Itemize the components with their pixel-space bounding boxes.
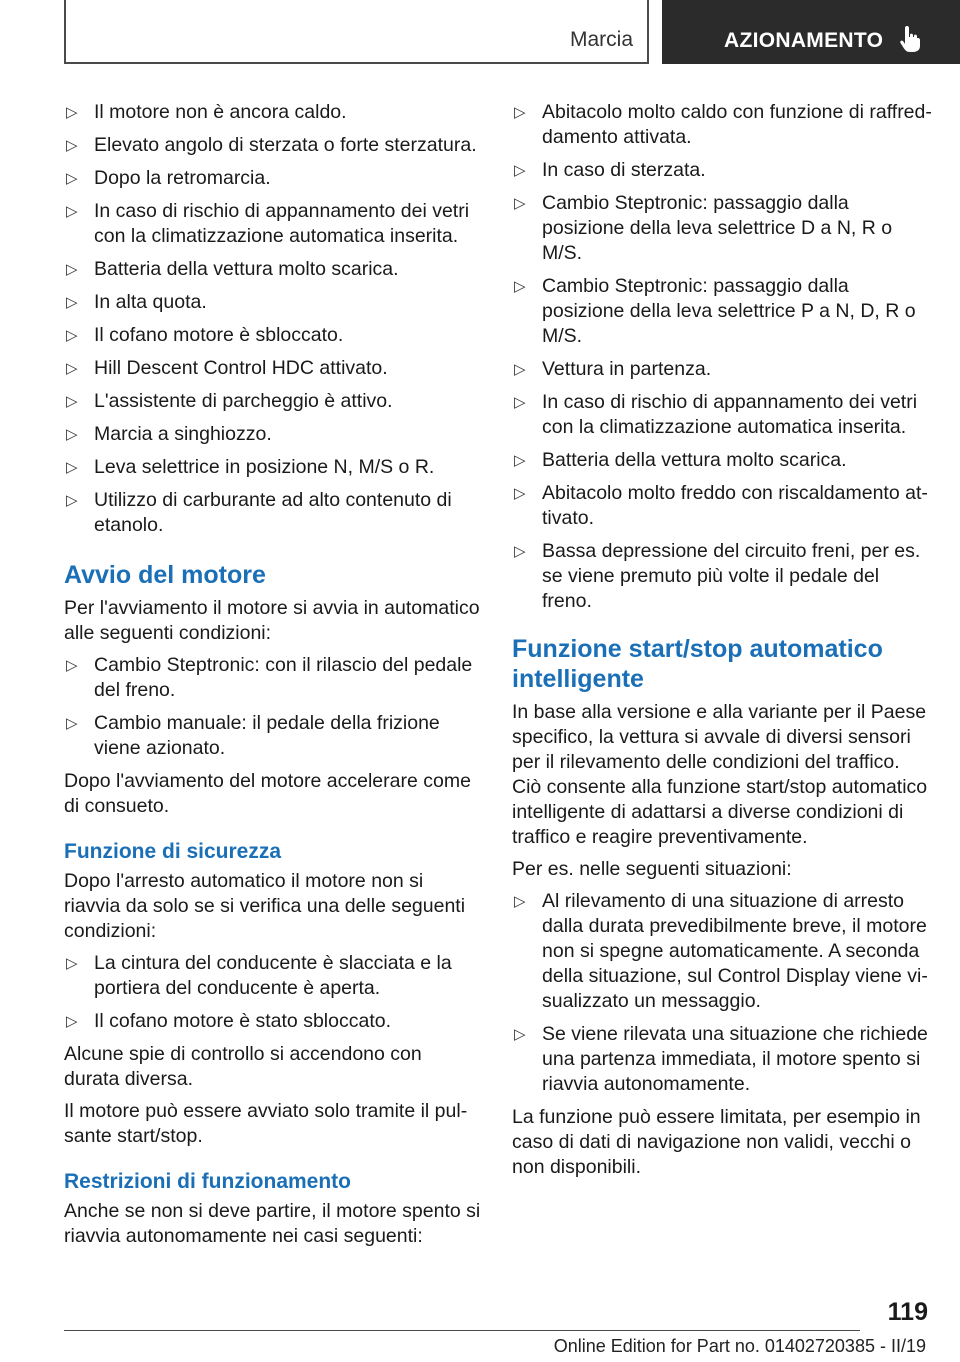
list-item: ▷ Cambio Steptronic: passaggio dalla posizione della leva selettrice P a N, D, R o M/S. bbox=[514, 275, 916, 347]
list-item: ▷ Se viene rilevata una situazione che richiede una partenza immediata, il motore spento si riavvia autonomamente. bbox=[514, 1023, 928, 1095]
list-item: ▷ Il motore non è ancora caldo. bbox=[66, 101, 347, 123]
list-item: ▷ Marcia a singhiozzo. bbox=[66, 423, 272, 445]
bullet-icon: ▷ bbox=[66, 203, 78, 220]
page-number: 119 bbox=[887, 1298, 928, 1326]
list-item: ▷ Batteria della vettura molto scarica. bbox=[66, 258, 399, 280]
sicurezza-after-1: Alcune spie di controllo si accendono con durata diversa. bbox=[64, 1043, 422, 1090]
bullet-icon: ▷ bbox=[514, 1026, 526, 1043]
bullet-icon: ▷ bbox=[514, 893, 526, 910]
heading-start-stop-intelligente: Funzione start/stop automatico intelligente bbox=[512, 635, 883, 693]
intelligente-para-3: La funzione può essere limitata, per esempio in caso di dati di navigazione non validi, vecchi o non disponibili. bbox=[512, 1106, 921, 1178]
list-item: ▷ In alta quota. bbox=[66, 291, 207, 313]
right-column bbox=[512, 100, 932, 1187]
bullet-icon: ▷ bbox=[66, 459, 78, 476]
bullet-icon: ▷ bbox=[66, 492, 78, 509]
list-item: ▷ Bassa depressione del circuito freni, per es. se viene premuto più volte il pedale del freno. bbox=[514, 540, 921, 612]
intelligente-list bbox=[512, 889, 932, 1097]
bullet-icon: ▷ bbox=[514, 543, 526, 560]
header-section-box bbox=[64, 0, 649, 64]
bullet-icon: ▷ bbox=[514, 452, 526, 469]
bullet-icon: ▷ bbox=[66, 104, 78, 121]
bullet-icon: ▷ bbox=[66, 393, 78, 410]
list-item: ▷ Abitacolo molto caldo con funzione di raffreddamento attivata. bbox=[514, 101, 932, 148]
bullet-icon: ▷ bbox=[66, 715, 78, 732]
chapter-tab bbox=[662, 0, 960, 64]
list-item: ▷ In caso di rischio di appannamento dei vetri con la climatizzazione automatica inserita. bbox=[514, 391, 918, 438]
list-item: ▷ Cambio manuale: il pedale della frizione viene azionato. bbox=[66, 712, 440, 759]
bullet-icon: ▷ bbox=[66, 261, 78, 278]
bullet-icon: ▷ bbox=[514, 104, 526, 121]
avvio-list bbox=[64, 653, 482, 761]
footer-divider bbox=[64, 1330, 860, 1331]
list-item: ▷ Utilizzo di carburante ad alto contenuto di etanolo. bbox=[66, 489, 452, 536]
restrizioni-intro: Anche se non si deve partire, il motore spento si riavvia autonomamente nei casi seguenti: bbox=[64, 1200, 481, 1247]
heading-funzione-sicurezza: Funzione di sicurezza bbox=[64, 840, 282, 863]
list-item: ▷ Vettura in partenza. bbox=[514, 358, 712, 380]
bullet-icon: ▷ bbox=[514, 278, 526, 295]
bullet-icon: ▷ bbox=[514, 485, 526, 502]
bullet-icon: ▷ bbox=[66, 426, 78, 443]
list-item: ▷ Al rilevamento di una situazione di arresto dalla durata prevedibilmente breve, il motore non si spegne automaticamente. A seconda della situazione, sul Control Display viene visualizzato un messaggio. bbox=[514, 890, 928, 1012]
bullet-icon: ▷ bbox=[514, 195, 526, 212]
list-item: ▷ Hill Descent Control HDC attivato. bbox=[66, 357, 388, 379]
bullet-icon: ▷ bbox=[66, 955, 78, 972]
left-column bbox=[64, 100, 482, 1256]
list-item: ▷ Il cofano motore è sbloccato. bbox=[66, 324, 344, 346]
footer-edition: Online Edition for Part no. 01402720385 - II/19 bbox=[553, 1336, 926, 1356]
sicurezza-intro: Dopo l'arresto automatico il motore non si riavvia da solo se si verifica una delle seguenti condizioni: bbox=[64, 870, 466, 942]
sicurezza-after-2: Il motore può essere avviato solo tramite il pulsante start/stop. bbox=[64, 1100, 468, 1147]
bullet-icon: ▷ bbox=[514, 162, 526, 179]
list-item: ▷ Elevato angolo di sterzata o forte sterzatura. bbox=[66, 134, 477, 156]
bullet-icon: ▷ bbox=[66, 137, 78, 154]
bullet-icon: ▷ bbox=[66, 170, 78, 187]
bullet-icon: ▷ bbox=[514, 394, 526, 411]
hand-pointer-icon bbox=[898, 24, 922, 54]
bullet-icon: ▷ bbox=[66, 657, 78, 674]
avvio-intro: Per l'avviamento il motore si avvia in automatico alle seguenti condizioni: bbox=[64, 597, 480, 644]
bullet-icon: ▷ bbox=[514, 361, 526, 378]
list-item: ▷ L'assistente di parcheggio è attivo. bbox=[66, 390, 393, 412]
heading-restrizioni: Restrizioni di funzionamento bbox=[64, 1170, 351, 1193]
chapter-title: AZIONAMENTO bbox=[724, 29, 884, 52]
list-item: ▷ Dopo la retromarcia. bbox=[66, 167, 271, 189]
bullet-icon: ▷ bbox=[66, 294, 78, 311]
restrictions-list-part2 bbox=[512, 100, 932, 614]
restrictions-list-part1 bbox=[64, 100, 482, 538]
avvio-after: Dopo l'avviamento del motore accelerare come di consueto. bbox=[64, 770, 471, 817]
list-item: ▷ Cambio Steptronic: passaggio dalla posizione della leva selettrice D a N, R o M/S. bbox=[514, 192, 893, 264]
section-title: Marcia bbox=[569, 28, 633, 51]
list-item: ▷ In caso di rischio di appannamento dei vetri con la climatizzazione automatica inserita. bbox=[66, 200, 470, 247]
list-item: ▷ Batteria della vettura molto scarica. bbox=[514, 449, 847, 471]
intelligente-para-2: Per es. nelle seguenti situazioni: bbox=[512, 858, 792, 880]
bullet-icon: ▷ bbox=[66, 1013, 78, 1030]
bullet-icon: ▷ bbox=[66, 360, 78, 377]
list-item: ▷ Cambio Steptronic: con il rilascio del pedale del freno. bbox=[66, 654, 473, 701]
heading-avvio-motore: Avvio del motore bbox=[64, 561, 266, 589]
list-item: ▷ Abitacolo molto freddo con riscaldamento attivato. bbox=[514, 482, 928, 529]
sicurezza-list bbox=[64, 951, 482, 1034]
list-item: ▷ La cintura del conducente è slacciata e la portiera del conducente è aperta. bbox=[66, 952, 452, 999]
list-item: ▷ Leva selettrice in posizione N, M/S o R. bbox=[66, 456, 435, 478]
list-item: ▷ Il cofano motore è stato sbloccato. bbox=[66, 1010, 391, 1032]
intelligente-para-1: In base alla versione e alla variante per il Paese specifico, la vettura si avvale di diversi sensori per il rilevamento delle condizioni del traffico. Ciò consente alla funzione start/stop automatico intelligente di adattarsi a diverse condizioni di traffico e reagire preventivamente. bbox=[512, 701, 928, 848]
list-item: ▷ In caso di sterzata. bbox=[514, 159, 706, 181]
bullet-icon: ▷ bbox=[66, 327, 78, 344]
